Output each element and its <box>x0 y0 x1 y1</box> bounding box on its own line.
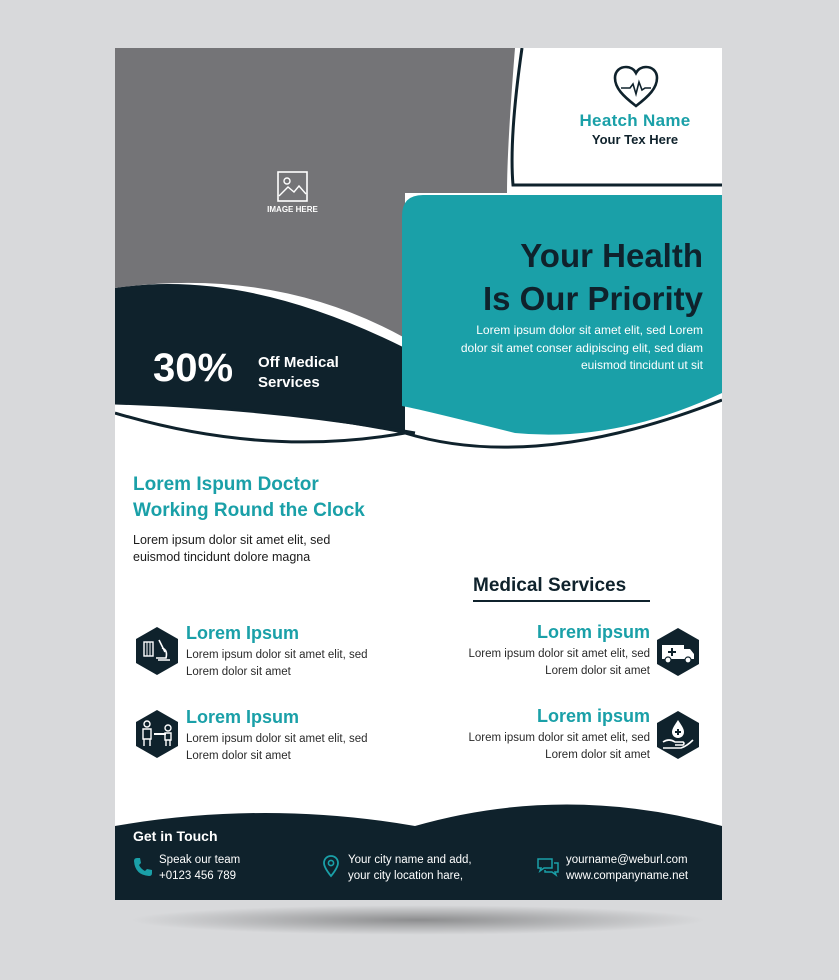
doctor-body-line-2: euismod tincidunt dolore magna <box>133 550 311 564</box>
doctor-body-line-1: Lorem ipsum dolor sit amet elit, sed <box>133 533 331 547</box>
contact-phone-line-1: Speak our team <box>159 854 241 866</box>
phone-icon <box>131 855 155 879</box>
flyer-shadow <box>128 905 708 935</box>
chat-icon <box>536 856 560 880</box>
headline <box>483 234 703 320</box>
contact-address <box>348 852 472 884</box>
doctor-body <box>133 532 330 566</box>
brand-name: Heatch Name <box>579 111 691 130</box>
service-line-1: Lorem ipsum dolor sit amet elit, sed <box>468 732 650 744</box>
service-title: Lorem Ipsum <box>186 623 300 643</box>
headline-line-1: Your Health <box>520 237 703 274</box>
service-line-1: Lorem ipsum dolor sit amet elit, sed <box>468 648 650 660</box>
image-placeholder-label: IMAGE HERE <box>267 205 318 214</box>
service-line-2: Lorem dolor sit amet <box>186 749 291 762</box>
headline-body-line: euismod tincidunt ut sit <box>580 358 703 372</box>
ambulance-icon <box>653 627 703 677</box>
service-line-2: Lorem dolor sit amet <box>545 748 650 761</box>
discount-percent: 30% <box>153 346 234 390</box>
lab-microscope-icon <box>132 626 182 676</box>
heart-pulse-icon <box>613 64 659 110</box>
contact-website[interactable]: www.companyname.net <box>566 870 689 882</box>
service-line-1: Lorem ipsum dolor sit amet elit, sed <box>186 649 368 661</box>
location-pin-icon <box>319 854 343 878</box>
service-line-2: Lorem dolor sit amet <box>186 665 291 678</box>
blood-donation-icon <box>653 710 703 760</box>
service-title: Lorem ipsum <box>536 706 650 726</box>
doctor-heading-line-1: Lorem Ispum Doctor <box>133 474 319 495</box>
image-icon <box>276 170 309 203</box>
discount-line-2: Services <box>258 374 320 391</box>
flyer <box>115 48 722 900</box>
contact-phone-line-2: +0123 456 789 <box>159 870 237 882</box>
service-line-1: Lorem ipsum dolor sit amet elit, sed <box>186 733 368 745</box>
services-heading: Medical Services <box>473 575 627 596</box>
discount-text <box>258 353 339 393</box>
service-item <box>390 705 650 763</box>
services-heading-underline <box>473 600 650 602</box>
contact-web[interactable] <box>566 852 688 884</box>
headline-line-2: Is Our Priority <box>482 280 703 317</box>
discount-line-1: Off Medical <box>258 354 339 371</box>
headline-body-line: Lorem ipsum dolor sit amet elit, sed Lorem <box>476 323 703 337</box>
service-item <box>390 621 650 679</box>
doctor-heading <box>133 472 365 524</box>
brand-tagline: Your Tex Here <box>591 132 679 147</box>
contact-phone[interactable] <box>159 852 240 884</box>
contact-email[interactable]: yourname@weburl.com <box>566 854 688 866</box>
headline-body <box>403 322 703 375</box>
doctor-patient-icon <box>132 709 182 759</box>
service-line-2: Lorem dolor sit amet <box>545 664 650 677</box>
headline-body-line: dolor sit amet conser adipiscing elit, sed diam <box>460 340 703 355</box>
contact-address-line-2: your city location hare, <box>348 870 464 882</box>
get-in-touch-title: Get in Touch <box>133 828 218 844</box>
doctor-heading-line-2: Working Round the Clock <box>133 500 365 521</box>
service-title: Lorem Ipsum <box>186 707 300 727</box>
contact-address-line-1: Your city name and add, <box>348 854 472 866</box>
service-title: Lorem ipsum <box>536 622 650 642</box>
